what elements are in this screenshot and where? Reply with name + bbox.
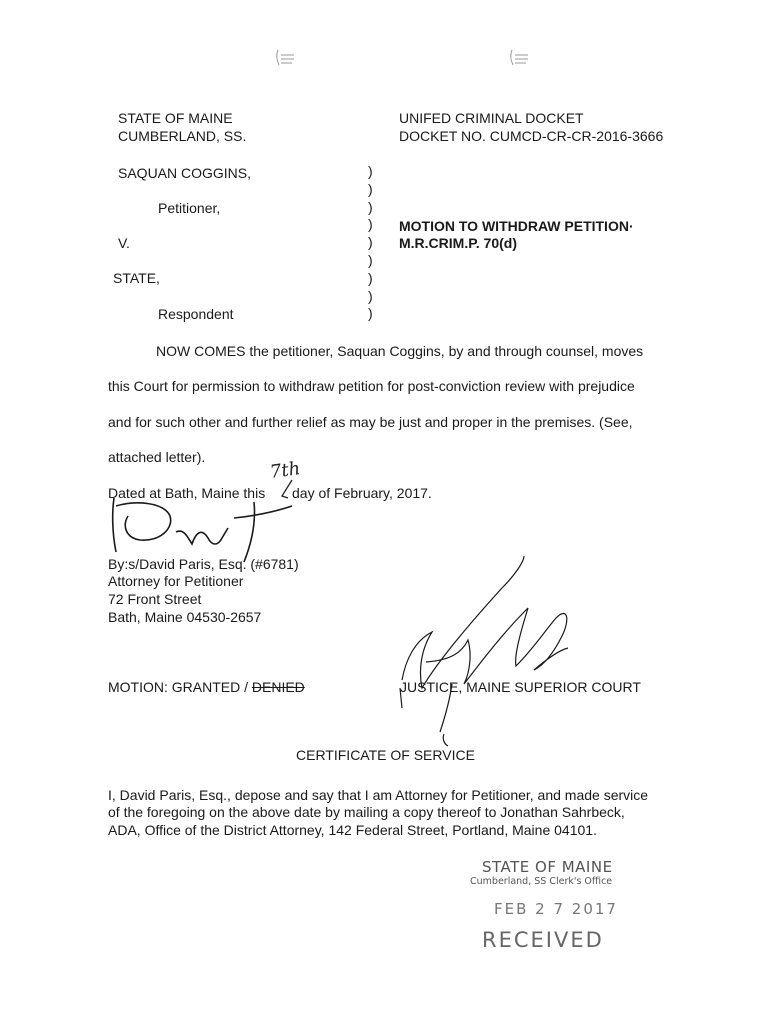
denied-label-struck: DENIED [251, 679, 305, 695]
petitioner-role: Petitioner, [158, 200, 221, 216]
paren: ) [368, 216, 373, 233]
attorney-by-line: By:s/David Paris, Esq. (#6781) [108, 556, 299, 572]
motion-rule: M.R.CRIM.P. 70(d) [399, 235, 517, 251]
dated-prefix: Dated at Bath, Maine this [108, 485, 266, 501]
docket-number: DOCKET NO. CUMCD-CR-CR-2016-3666 [399, 128, 664, 144]
motion-granted [108, 679, 305, 696]
justice-signature-line: JUSTICE, MAINE SUPERIOR COURT [400, 679, 641, 695]
paren: ) [368, 269, 373, 286]
attorney-signature [104, 492, 304, 564]
county-heading: CUMBERLAND, SS. [118, 128, 247, 144]
attorney-title: Attorney for Petitioner [108, 573, 244, 589]
dated-suffix: day of February, 2017. [292, 485, 432, 501]
justice-signature [392, 548, 592, 748]
motion-title: MOTION TO WITHDRAW PETITION· [399, 218, 634, 234]
paren: ) [368, 251, 373, 268]
respondent-name: STATE, [113, 270, 160, 286]
paren: ) [368, 180, 373, 197]
certificate-line-3: ADA, Office of the District Attorney, 142 Federal Street, Portland, Maine 04101. [108, 822, 597, 838]
petitioner-name: SAQUAN COGGINS, [118, 165, 252, 181]
stamp-state: STATE OF MAINE [482, 858, 613, 876]
body-line-3: and for such other and further relief as may be just and proper in the premises. (See, [108, 414, 633, 430]
body-line-1: NOW COMES the petitioner, Saquan Coggins, by and through counsel, moves [156, 343, 644, 359]
certificate-heading: CERTIFICATE OF SERVICE [296, 747, 475, 763]
body-line-2: this Court for permission to withdraw petition for post-conviction review with prejudice [108, 378, 635, 394]
respondent-role: Respondent [158, 306, 234, 322]
staple-mark-left-icon [274, 47, 298, 69]
paren: ) [368, 287, 373, 304]
paren: ) [368, 305, 373, 322]
attorney-address-1: 72 Front Street [108, 591, 202, 607]
body-line-4: attached letter). [108, 449, 206, 465]
certificate-line-1: I, David Paris, Esq., depose and say that I am Attorney for Petitioner, and made service [108, 787, 649, 803]
staple-mark-right-icon [508, 47, 532, 69]
attorney-address-2: Bath, Maine 04530-2657 [108, 609, 262, 625]
paren: ) [368, 163, 373, 179]
paren: ) [368, 198, 373, 215]
stamp-received: RECEIVED [482, 928, 604, 952]
versus: V. [118, 235, 130, 251]
paren: ) [368, 234, 373, 251]
certificate-line-2: of the foregoing on the above date by mailing a copy thereof to Jonathan Sahrbeck, [108, 804, 625, 820]
handwritten-day: 7th [268, 457, 302, 484]
docket-type: UNIFED CRIMINAL DOCKET [399, 110, 584, 126]
caption-parentheses [368, 163, 382, 323]
granted-label: MOTION: GRANTED / [108, 679, 252, 695]
state-heading: STATE OF MAINE [118, 110, 233, 126]
stamp-date: FEB 2 7 2017 [494, 900, 618, 918]
stamp-office: Cumberland, SS Clerk's Office [470, 876, 613, 887]
